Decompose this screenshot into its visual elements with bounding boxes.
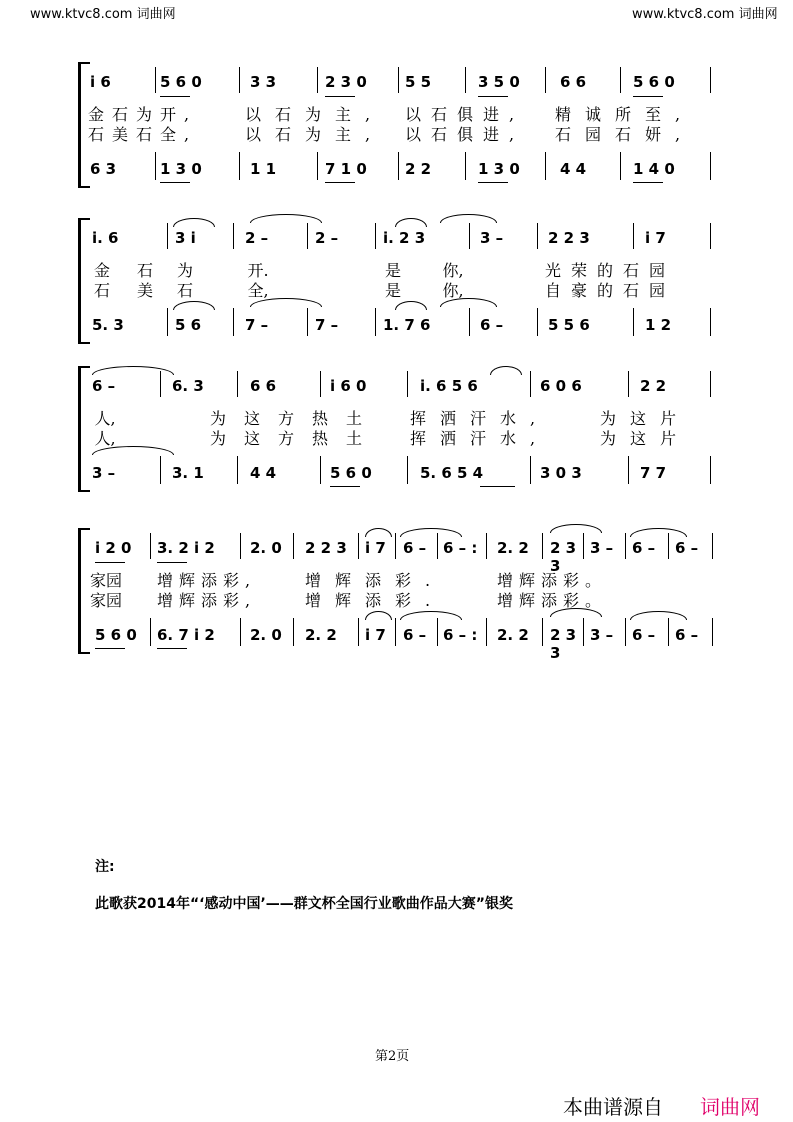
measure-5: 1. 7 6 xyxy=(383,316,431,334)
measure-5: i 7 xyxy=(365,539,386,557)
score-system-1 xyxy=(0,62,793,187)
lyric-phrase: 为这方热土 xyxy=(210,429,381,448)
lyric-word: 石 xyxy=(136,261,153,280)
notes-title: 注: xyxy=(95,859,115,875)
lyric-phrase: 精诚所至, xyxy=(555,105,695,124)
measure-6: 6 – xyxy=(403,539,427,557)
lyric-phrase: 以石为主, xyxy=(245,105,385,124)
measure-3: 3 3 xyxy=(250,73,277,91)
measure-11: 6 – xyxy=(632,539,656,557)
lyric-word: 你, xyxy=(442,281,464,300)
measure-4: 2. 2 xyxy=(305,626,337,644)
lyric-phrase: 石园石妍, xyxy=(555,125,695,144)
measure-1: 5. 3 xyxy=(92,316,124,334)
measure-7: 6 – : xyxy=(443,539,478,557)
lyric-phrase: 增辉添彩。 xyxy=(497,591,608,610)
measure-8: 5 6 0 xyxy=(633,73,675,91)
lyric-phrase: 为这方热土 xyxy=(210,409,381,428)
lyric-word: 石 xyxy=(93,281,110,300)
measure-7: 6 6 xyxy=(560,73,587,91)
lyric-word: 是 xyxy=(384,261,401,280)
measure-5: i. 6 5 6 xyxy=(420,377,478,395)
score-system-2 xyxy=(0,218,793,343)
lyric-word: 家园 xyxy=(90,571,123,590)
measure-3: 4 4 xyxy=(250,464,277,482)
lyric-phrase: 为这片 xyxy=(600,409,691,428)
measure-6: 1 3 0 xyxy=(478,160,520,178)
measure-7: 5 5 6 xyxy=(548,316,590,334)
lyric-phrase: 增辉添彩. xyxy=(305,571,445,590)
lyric-phrase: 自豪的石园 xyxy=(545,281,676,300)
measure-3: 2. 0 xyxy=(250,539,282,557)
measure-8: 2. 2 xyxy=(497,539,529,557)
measure-2: 6. 7 i 2 xyxy=(157,626,215,644)
measure-4: 2 – xyxy=(315,229,339,247)
measure-3: 6 6 xyxy=(250,377,277,395)
header-left-watermark: www.ktvc8.com 词曲网 xyxy=(30,7,176,22)
lyric-phrase: 增辉添彩, xyxy=(157,571,257,590)
measure-6: 3 5 0 xyxy=(478,73,520,91)
measure-8: 1 4 0 xyxy=(633,160,675,178)
lyric-word: 人, xyxy=(94,409,116,428)
footer-source-label: 本曲谱源自 xyxy=(563,1095,663,1119)
measure-6: 6 – xyxy=(403,626,427,644)
measure-2: 5 6 xyxy=(175,316,202,334)
measure-3: 2 – xyxy=(245,229,269,247)
measure-4: 5 6 0 xyxy=(330,464,372,482)
measure-1: 6 3 xyxy=(90,160,117,178)
measure-4: 7 – xyxy=(315,316,339,334)
measure-6: 3 0 3 xyxy=(540,464,582,482)
lyric-word: 金 xyxy=(93,261,110,280)
measure-2: 1 3 0 xyxy=(160,160,202,178)
system-brace xyxy=(78,218,90,344)
lyric-word: 全, xyxy=(247,281,269,300)
measure-10: 3 – xyxy=(590,626,614,644)
measure-8: 1 2 xyxy=(645,316,672,334)
measure-1: 5 6 0 xyxy=(95,626,137,644)
lyric-phrase: 以石俱进, xyxy=(405,125,525,144)
measure-1: i 6 xyxy=(90,73,111,91)
measure-12: 6 – xyxy=(675,626,699,644)
lyric-word: 美 xyxy=(136,281,153,300)
measure-9: 2 3 3 xyxy=(550,539,577,575)
measure-3: 2. 0 xyxy=(250,626,282,644)
measure-4: 2 2 3 xyxy=(305,539,347,557)
measure-4: 2 3 0 xyxy=(325,73,367,91)
lyric-phrase: 增辉添彩。 xyxy=(497,571,608,590)
lyric-word: 是 xyxy=(384,281,401,300)
score-system-3 xyxy=(0,366,793,491)
measure-7: 6 – : xyxy=(443,626,478,644)
measure-8: 2. 2 xyxy=(497,626,529,644)
system-brace xyxy=(78,366,90,492)
lyric-phrase: 以石俱进, xyxy=(405,105,525,124)
lyric-word: 开. xyxy=(247,261,269,280)
lyric-phrase: 金石为开, xyxy=(88,105,198,124)
measure-11: 6 – xyxy=(632,626,656,644)
measure-4: 7 1 0 xyxy=(325,160,367,178)
header-right-watermark: www.ktvc8.com 词曲网 xyxy=(632,7,778,22)
measure-2: 6. 3 xyxy=(172,377,204,395)
lyric-word: 石 xyxy=(176,281,193,300)
measure-2: 3 i xyxy=(175,229,196,247)
measure-1: 6 – xyxy=(92,377,116,395)
lyric-word: 为 xyxy=(176,261,193,280)
measure-4: i 6 0 xyxy=(330,377,367,395)
measure-1: i. 6 xyxy=(92,229,119,247)
measure-2: 5 6 0 xyxy=(160,73,202,91)
measure-5: 2 2 xyxy=(405,160,432,178)
measure-3: 1 1 xyxy=(250,160,277,178)
notes-text: 此歌获2014年“‘感动中国’——群文杯全国行业歌曲作品大赛”银奖 xyxy=(95,896,514,912)
measure-5: 5 5 xyxy=(405,73,432,91)
measure-7: 2 2 3 xyxy=(548,229,590,247)
lyric-phrase: 增辉添彩. xyxy=(305,591,445,610)
lyric-word: 人, xyxy=(94,429,116,448)
lyric-phrase: 以石为主, xyxy=(245,125,385,144)
measure-6: 3 – xyxy=(480,229,504,247)
measure-1: i 2 0 xyxy=(95,539,132,557)
lyric-phrase: 挥洒汗水, xyxy=(410,429,550,448)
measure-5: i. 2 3 xyxy=(383,229,426,247)
measure-5: 5. 6 5 4 xyxy=(420,464,484,482)
lyric-word: 家园 xyxy=(90,591,123,610)
measure-8: i 7 xyxy=(645,229,666,247)
lyric-phrase: 挥洒汗水, xyxy=(410,409,550,428)
footer-site-name[interactable]: 词曲网 xyxy=(700,1095,760,1119)
measure-2: 3. 2 i 2 xyxy=(157,539,215,557)
measure-12: 6 – xyxy=(675,539,699,557)
measure-1: 3 – xyxy=(92,464,116,482)
measure-10: 3 – xyxy=(590,539,614,557)
measure-6: 6 0 6 xyxy=(540,377,582,395)
page-number: 第2页 xyxy=(375,1049,410,1064)
lyric-phrase: 增辉添彩, xyxy=(157,591,257,610)
measure-7: 2 2 xyxy=(640,377,667,395)
measure-2: 3. 1 xyxy=(172,464,204,482)
score-system-4 xyxy=(0,528,793,662)
measure-6: 6 – xyxy=(480,316,504,334)
lyric-phrase: 光荣的石园 xyxy=(545,261,676,280)
measure-3: 7 – xyxy=(245,316,269,334)
lyric-phrase: 石美石全, xyxy=(88,125,198,144)
system-brace xyxy=(78,528,90,654)
measure-7: 4 4 xyxy=(560,160,587,178)
lyric-word: 你, xyxy=(442,261,464,280)
measure-5: i 7 xyxy=(365,626,386,644)
measure-9: 2 3 3 xyxy=(550,626,577,662)
measure-7: 7 7 xyxy=(640,464,667,482)
lyric-phrase: 为这片 xyxy=(600,429,691,448)
